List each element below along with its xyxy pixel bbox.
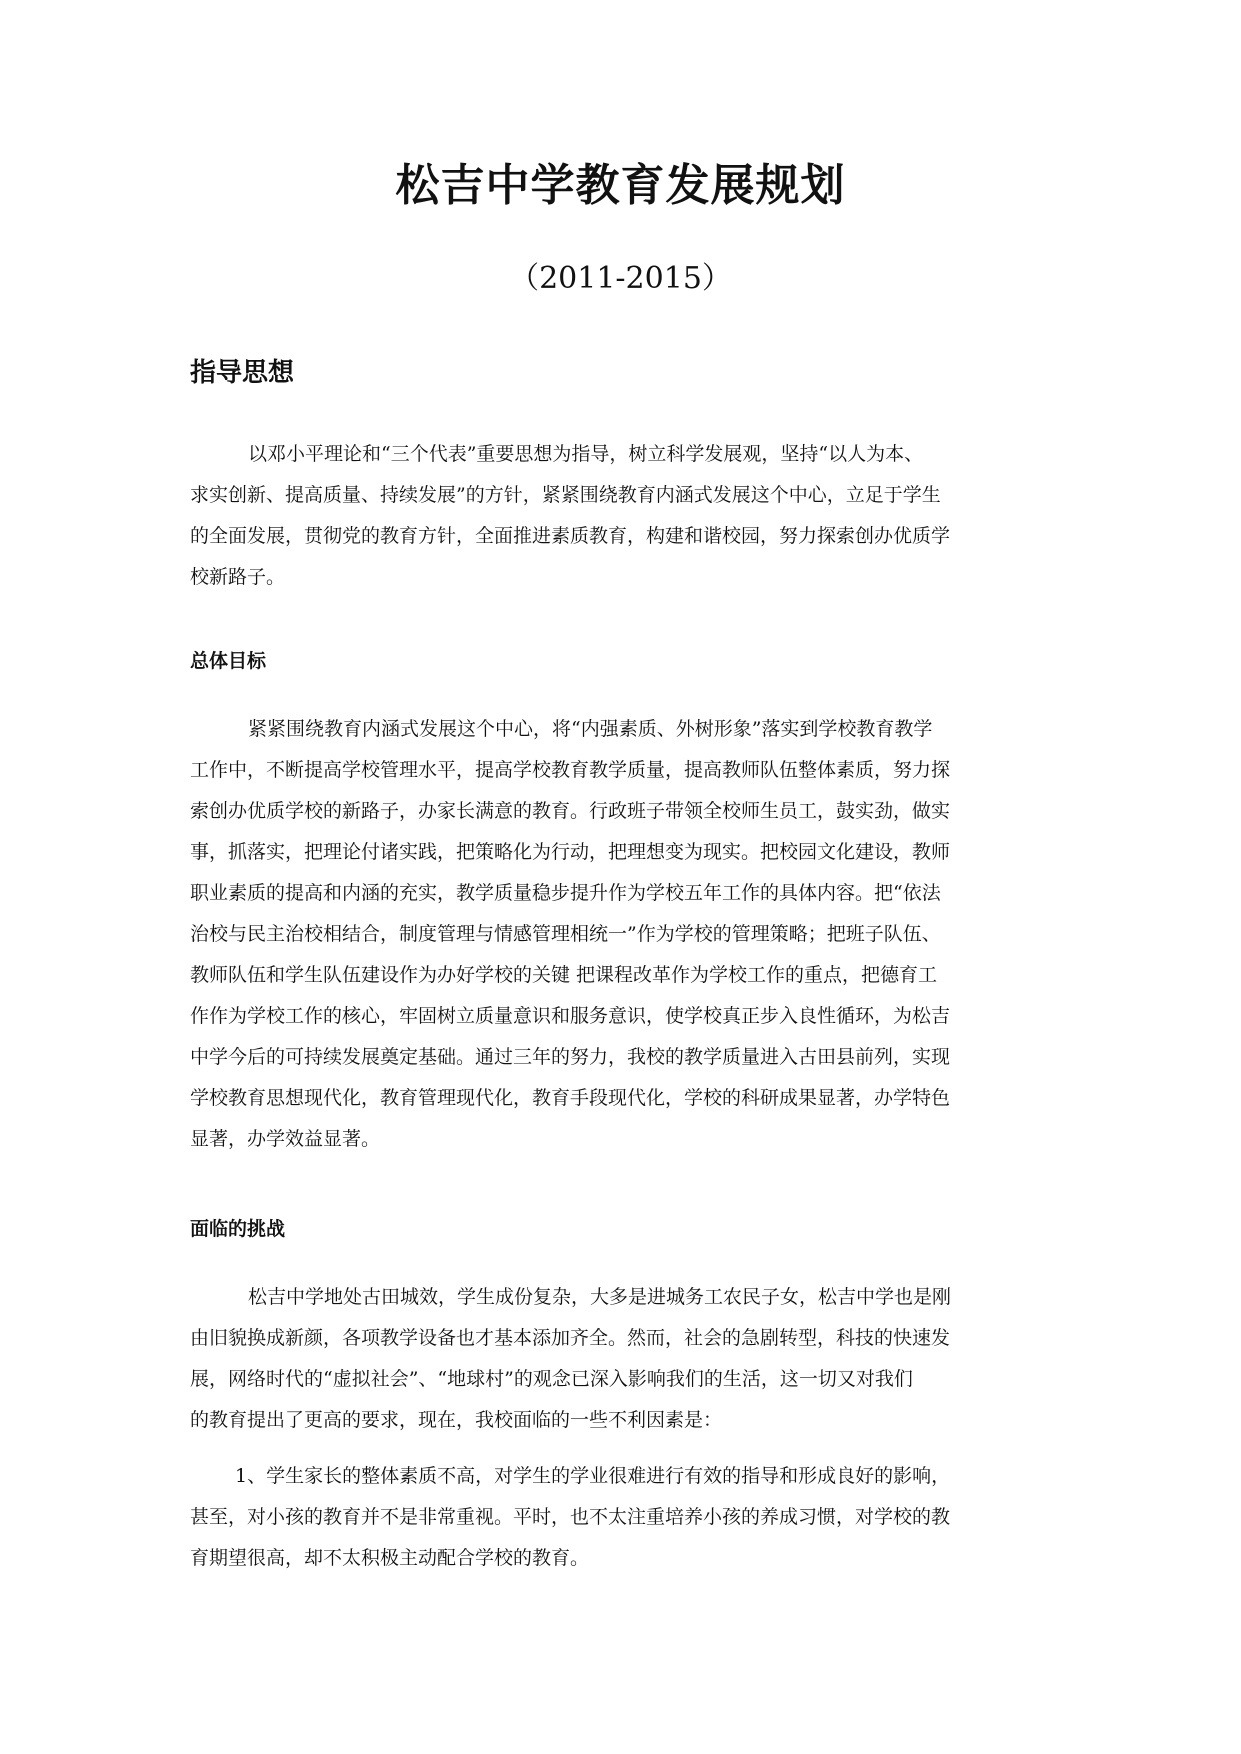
text-line: 展，网络时代的“虚拟社会”、“地球村”的观念已深入影响我们的生活，这一切又对我们 [190,1368,913,1390]
section-heading-guiding: 指导思想 [190,358,295,388]
text-line: 索创办优质学校的新路子，办家长满意的教育。行政班子带领全校师生员工，鼓实劲，做实 [190,800,951,822]
text-line: 甚至，对小孩的教育并不是非常重视。平时，也不太注重培养小孩的养成习惯，对学校的教 [190,1506,951,1528]
paragraph-challenge-item-1 [190,1456,1060,1579]
text-line: 由旧貌换成新颜，各项教学设备也才基本添加齐全。然而，社会的急剧转型，科技的快速发 [190,1327,951,1349]
document-title: 松吉中学教育发展规划 [395,160,846,211]
text-line: 教师队伍和学生队伍建设作为办好学校的关键 把课程改革作为学校工作的重点，把德育工 [190,964,938,986]
text-line: 职业素质的提高和内涵的充实，教学质量稳步提升作为学校五年工作的具体内容。把“依法 [190,882,941,904]
text-line: 松吉中学地处古田城效，学生成份复杂，大多是进城务工农民子女，松吉中学也是刚 [248,1286,952,1308]
section-heading-challenges: 面临的挑战 [190,1218,286,1240]
paragraph-guiding [190,434,1060,598]
text-line: 作作为学校工作的核心，牢固树立质量意识和服务意识，使学校真正步入良性循环，为松吉 [190,1005,951,1027]
text-line: 治校与民主治校相结合，制度管理与情感管理相统一”作为学校的管理策略；把班子队伍、 [190,923,941,945]
text-line: 以邓小平理论和“三个代表”重要思想为指导，树立科学发展观，坚持“以人为本、 [248,443,924,465]
text-line: 中学今后的可持续发展奠定基础。通过三年的努力，我校的教学质量进入古田县前列，实现 [190,1046,951,1068]
text-line: 工作中，不断提高学校管理水平，提高学校教育教学质量，提高教师队伍整体素质，努力探 [190,759,951,781]
paragraph-goals [190,709,1060,1160]
text-line: 紧紧围绕教育内涵式发展这个中心，将“内强素质、外树形象”落实到学校教育教学 [248,718,933,740]
text-line: 求实创新、提高质量、持续发展”的方针，紧紧围绕教育内涵式发展这个中心，立足于学生 [190,484,941,506]
paragraph-challenges-intro [190,1277,1060,1441]
text-line: 学校教育思想现代化，教育管理现代化，教育手段现代化，学校的科研成果显著，办学特色 [190,1087,951,1109]
text-line: 校新路子。 [190,566,286,588]
document-subtitle: （2011-2015） [509,261,732,296]
text-line: 的教育提出了更高的要求，现在，我校面临的一些不利因素是： [190,1409,723,1431]
text-line: 显著，办学效益显著。 [190,1128,381,1150]
text-line: 的全面发展，贯彻党的教育方针，全面推进素质教育，构建和谐校园，努力探索创办优质学 [190,525,951,547]
text-line: 1、学生家长的整体素质不高，对学生的学业很难进行有效的指导和形成良好的影响， [235,1465,951,1487]
text-line: 育期望很高，却不太积极主动配合学校的教育。 [190,1547,590,1569]
section-heading-goals: 总体目标 [190,650,267,672]
text-line: 事，抓落实，把理论付诸实践，把策略化为行动，把理想变为现实。把校园文化建设，教师 [190,841,951,863]
